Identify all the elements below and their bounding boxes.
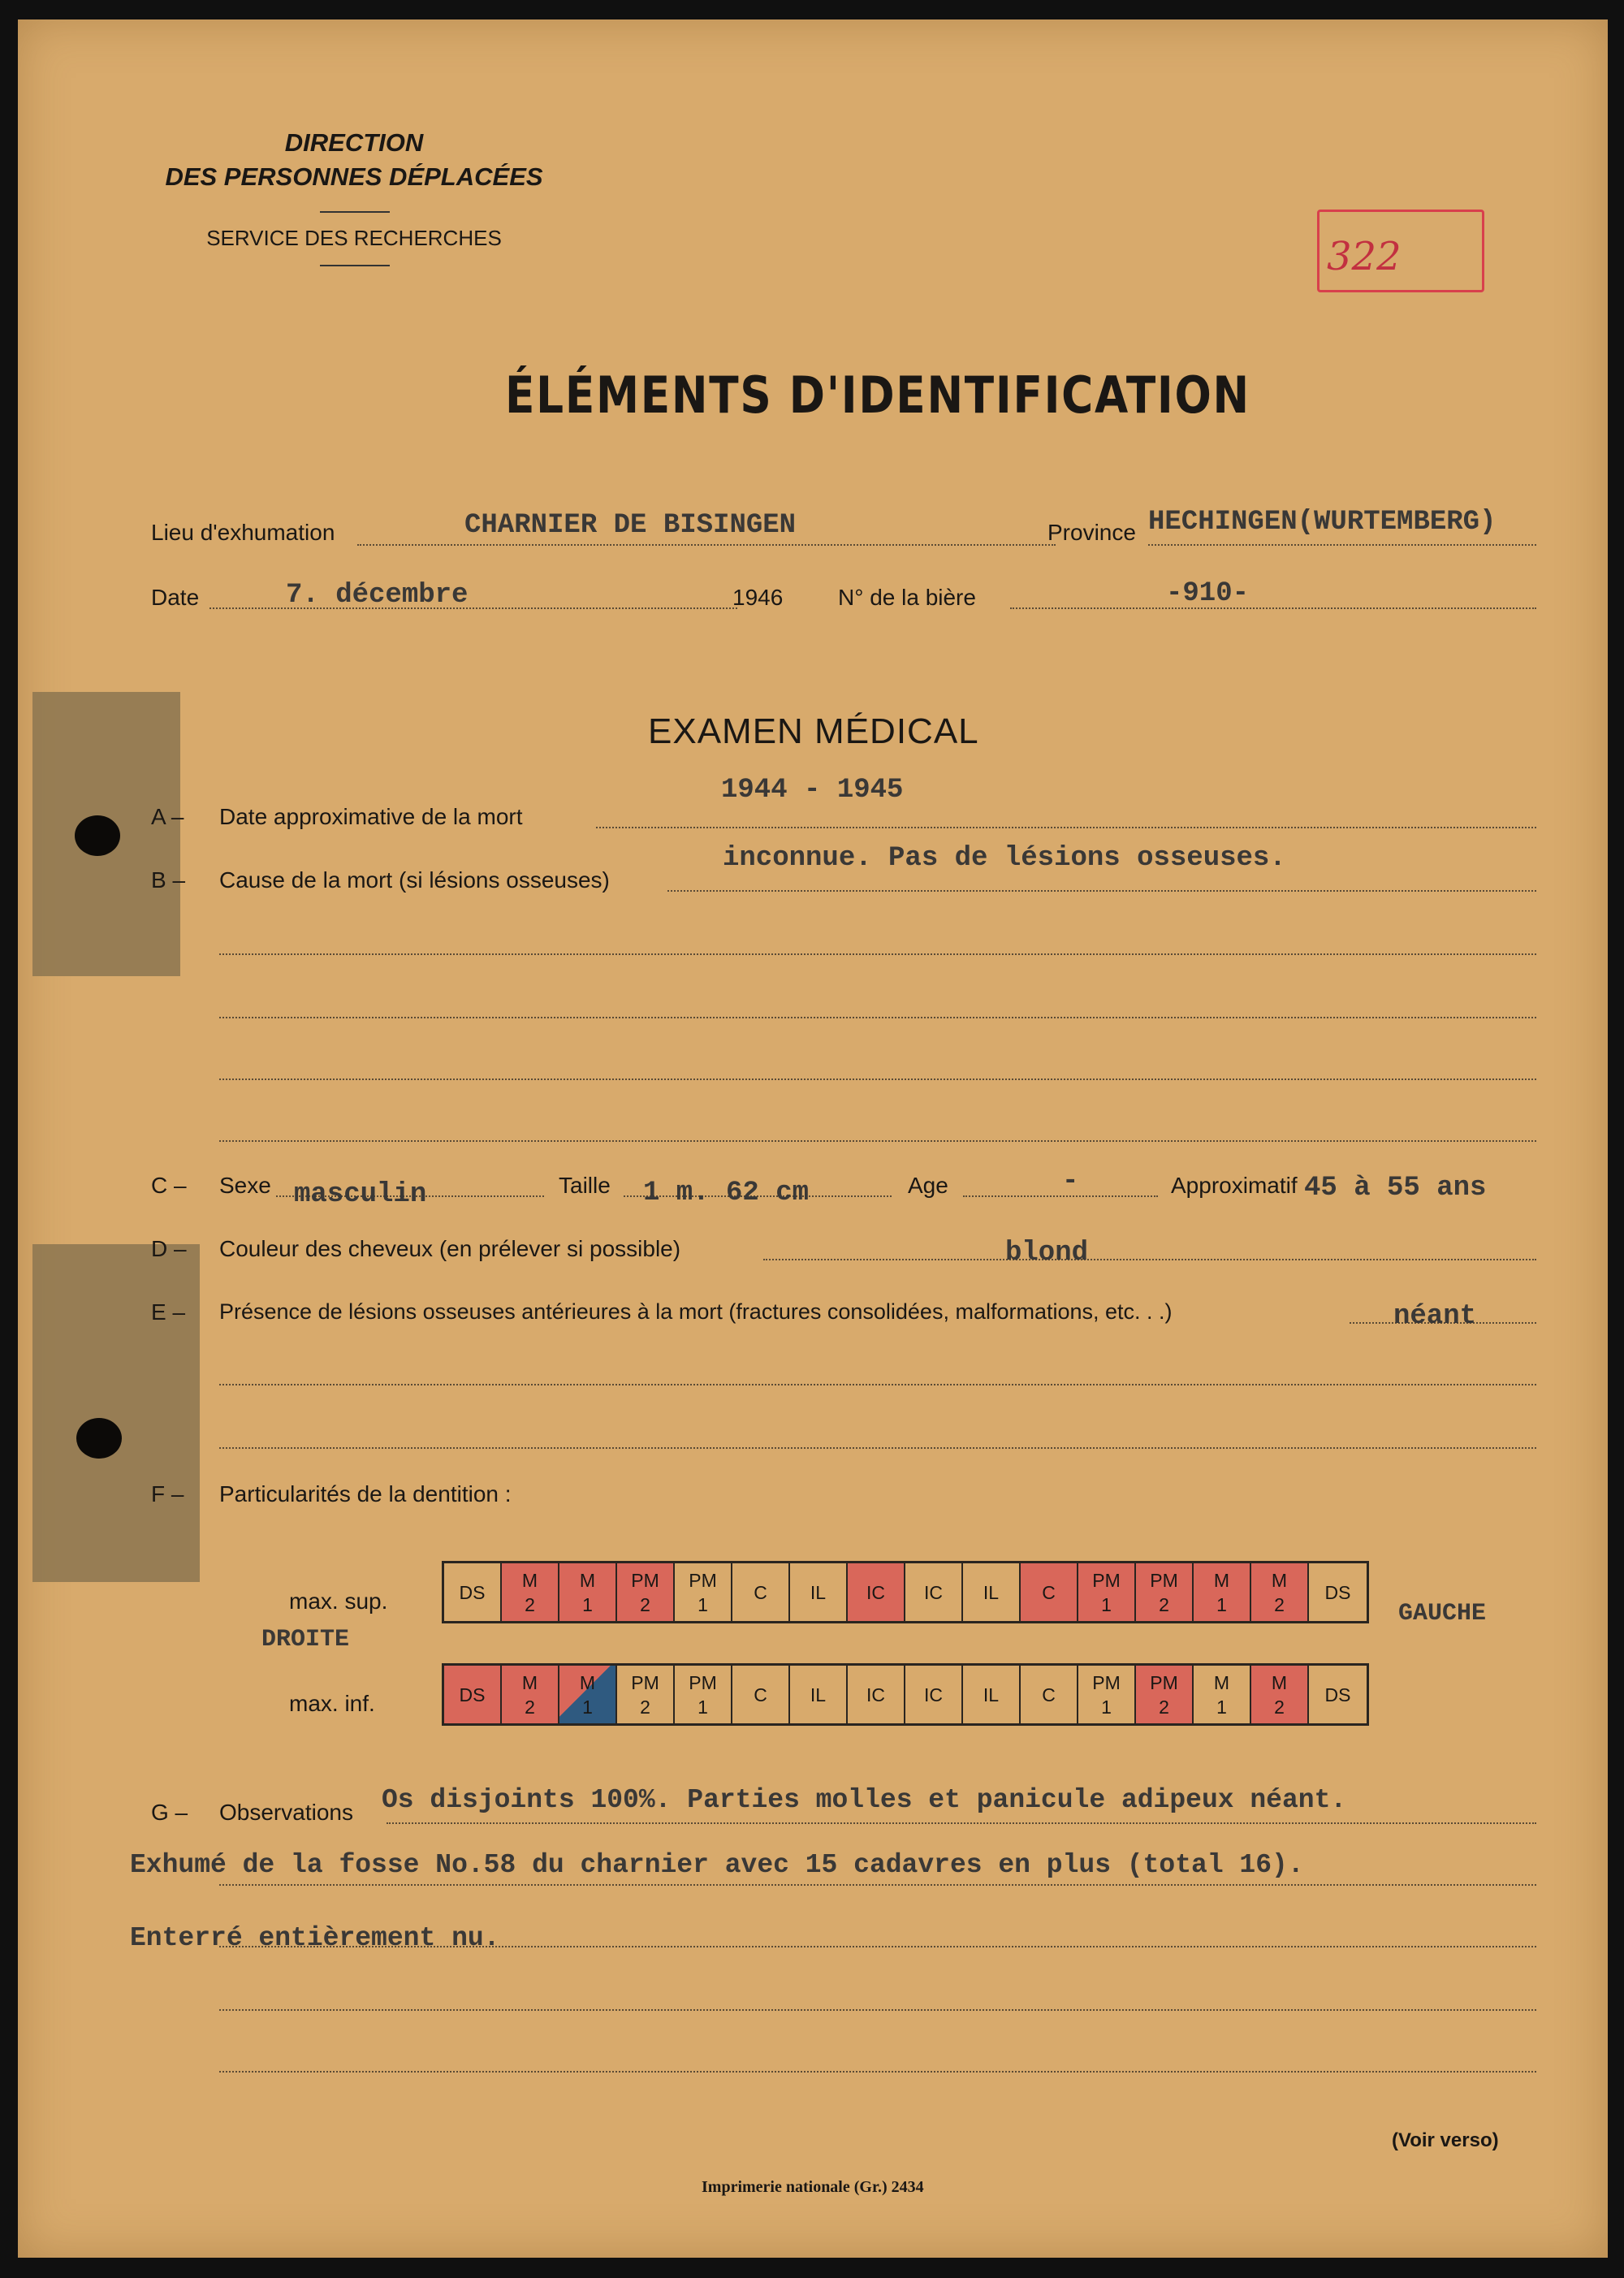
tooth-number: 2 xyxy=(640,1696,650,1718)
tooth-number: 2 xyxy=(1159,1696,1169,1718)
tooth-code: PM xyxy=(689,1569,717,1591)
b-value: inconnue. Pas de lésions osseuses. xyxy=(723,843,1286,874)
tooth-code: M xyxy=(1271,1569,1288,1591)
tooth-number: 1 xyxy=(1101,1696,1112,1718)
d-value: blond xyxy=(1005,1238,1089,1269)
tooth-number: 2 xyxy=(525,1696,535,1718)
d-line xyxy=(763,1259,1536,1260)
max-sup-label: max. sup. xyxy=(289,1589,388,1614)
tooth-cell xyxy=(732,1563,790,1621)
tooth-number: 2 xyxy=(1274,1593,1285,1615)
tooth-cell xyxy=(1021,1666,1078,1723)
d-label: Couleur des cheveux (en prélever si possible) xyxy=(219,1236,681,1261)
tooth-code: PM xyxy=(1092,1671,1121,1693)
age-label: Age xyxy=(908,1173,948,1198)
tooth-cell xyxy=(444,1563,502,1621)
f-label: Particularités de la dentition : xyxy=(219,1481,512,1506)
tooth-code: M xyxy=(1213,1569,1230,1591)
tooth-code: IL xyxy=(983,1684,1000,1705)
punch-hole xyxy=(76,1418,122,1459)
c-letter: C – xyxy=(151,1173,187,1198)
header-rule xyxy=(320,265,390,266)
blank-line xyxy=(219,1447,1536,1449)
upper-teeth-chart xyxy=(442,1561,1369,1623)
lieu-line xyxy=(357,544,1056,546)
tooth-code: C xyxy=(1042,1684,1056,1705)
sexe-label: Sexe xyxy=(219,1173,271,1198)
date-value: 7. décembre xyxy=(286,580,469,611)
province-line xyxy=(1148,544,1536,546)
tooth-number: 2 xyxy=(525,1593,535,1615)
binding-tape xyxy=(32,1244,200,1582)
tooth-cell xyxy=(675,1666,732,1723)
tooth-code: PM xyxy=(1150,1671,1178,1693)
tooth-cell xyxy=(1136,1563,1194,1621)
tooth-cell xyxy=(1078,1666,1136,1723)
obs-line xyxy=(387,1822,1536,1824)
tooth-code: PM xyxy=(1092,1569,1121,1591)
tooth-number: 2 xyxy=(1159,1593,1169,1615)
tooth-cell xyxy=(617,1666,675,1723)
tooth-code: IC xyxy=(866,1581,885,1603)
tooth-code: IL xyxy=(810,1581,827,1603)
obs-line xyxy=(219,1884,1536,1886)
header-direction: DIRECTION xyxy=(284,128,424,157)
tooth-number: 2 xyxy=(640,1593,650,1615)
tooth-cell xyxy=(1136,1666,1194,1723)
tooth-cell xyxy=(848,1666,905,1723)
tooth-number: 1 xyxy=(582,1696,593,1718)
province-label: Province xyxy=(1047,520,1136,545)
tooth-cell xyxy=(1309,1666,1367,1723)
age-value: - xyxy=(1062,1166,1079,1197)
tooth-number: 1 xyxy=(698,1593,708,1615)
header-service: SERVICE DES RECHERCHES xyxy=(206,226,502,250)
a-label: Date approximative de la mort xyxy=(219,804,523,829)
tooth-cell xyxy=(1194,1563,1251,1621)
tooth-number: 1 xyxy=(1216,1593,1227,1615)
droite-label: DROITE xyxy=(261,1626,350,1653)
tooth-number: 2 xyxy=(1274,1696,1285,1718)
year-value: 1946 xyxy=(732,585,784,610)
tooth-cell xyxy=(1251,1666,1309,1723)
tooth-code: IC xyxy=(924,1581,943,1603)
printer-note: Imprimerie nationale (Gr.) 2434 xyxy=(702,2178,924,2196)
tooth-number: 1 xyxy=(698,1696,708,1718)
e-label: Présence de lésions osseuses antérieures à la mort (fractures consolidées, malformations, etc. . .) xyxy=(219,1299,1173,1324)
taille-label: Taille xyxy=(559,1173,611,1198)
lieu-label: Lieu d'exhumation xyxy=(151,520,335,545)
d-letter: D – xyxy=(151,1236,187,1261)
tooth-cell xyxy=(1078,1563,1136,1621)
tooth-cell xyxy=(963,1563,1021,1621)
tooth-code: C xyxy=(1042,1581,1056,1603)
tooth-number: 1 xyxy=(1101,1593,1112,1615)
b-line xyxy=(667,890,1536,892)
tooth-code: DS xyxy=(459,1684,486,1705)
tooth-code: M xyxy=(521,1569,538,1591)
biere-label: N° de la bière xyxy=(838,585,976,610)
gauche-label: GAUCHE xyxy=(1398,1600,1487,1627)
g-letter: G – xyxy=(151,1800,188,1825)
tooth-cell xyxy=(502,1563,559,1621)
tooth-cell xyxy=(905,1563,963,1621)
a-letter: A – xyxy=(151,804,184,829)
tooth-cell xyxy=(1021,1563,1078,1621)
a-value: 1944 - 1945 xyxy=(721,775,904,806)
tooth-cell xyxy=(559,1563,617,1621)
tooth-code: IL xyxy=(810,1684,827,1705)
blank-line xyxy=(219,2009,1536,2011)
tooth-code: C xyxy=(754,1684,767,1705)
province-value: HECHINGEN(WURTEMBERG) xyxy=(1148,507,1497,538)
b-label: Cause de la mort (si lésions osseuses) xyxy=(219,867,610,893)
lieu-value: CHARNIER DE BISINGEN xyxy=(464,510,797,541)
tooth-cell xyxy=(1251,1563,1309,1621)
obs-line-3: Enterré entièrement nu. xyxy=(130,1923,500,1953)
tooth-cell xyxy=(617,1563,675,1621)
tooth-cell xyxy=(790,1563,848,1621)
punch-hole xyxy=(75,815,120,856)
g-label: Observations xyxy=(219,1800,353,1825)
biere-line xyxy=(1010,607,1536,609)
tooth-code: IC xyxy=(924,1684,943,1705)
tooth-code: M xyxy=(1271,1671,1288,1693)
tooth-code: IL xyxy=(983,1581,1000,1603)
blank-line xyxy=(219,1017,1536,1018)
blank-line xyxy=(219,2071,1536,2073)
tooth-code: M xyxy=(579,1671,596,1693)
exam-heading: EXAMEN MÉDICAL xyxy=(648,711,979,751)
page-title: ÉLÉMENTS D'IDENTIFICATION xyxy=(505,365,1250,425)
tooth-cell xyxy=(444,1666,502,1723)
voir-verso: (Voir verso) xyxy=(1392,2129,1499,2151)
tooth-code: C xyxy=(754,1581,767,1603)
tooth-number: 1 xyxy=(582,1593,593,1615)
max-inf-label: max. inf. xyxy=(289,1691,375,1716)
tooth-code: PM xyxy=(631,1569,659,1591)
tooth-number: 1 xyxy=(1216,1696,1227,1718)
tooth-cell xyxy=(1194,1666,1251,1723)
tooth-code: IC xyxy=(866,1684,885,1705)
tooth-cell xyxy=(848,1563,905,1621)
approx-label: Approximatif xyxy=(1171,1173,1298,1198)
a-line xyxy=(596,827,1536,828)
tooth-cell xyxy=(675,1563,732,1621)
blank-line xyxy=(219,953,1536,955)
taille-value: 1 m. 62 cm xyxy=(643,1178,810,1208)
biere-value: -910- xyxy=(1166,578,1250,609)
tooth-code: M xyxy=(521,1671,538,1693)
tooth-code: M xyxy=(579,1569,596,1591)
e-letter: E – xyxy=(151,1299,186,1325)
blank-line xyxy=(219,1140,1536,1142)
approx-value: 45 à 55 ans xyxy=(1304,1173,1487,1204)
blank-line xyxy=(219,1384,1536,1385)
tooth-cell xyxy=(732,1666,790,1723)
tooth-cell xyxy=(905,1666,963,1723)
tooth-code: DS xyxy=(1324,1684,1351,1705)
header-personnes: DES PERSONNES DÉPLACÉES xyxy=(165,162,543,191)
tooth-cell xyxy=(963,1666,1021,1723)
obs-line-1: Os disjoints 100%. Parties molles et panicule adipeux néant. xyxy=(382,1785,1347,1815)
obs-line-2: Exhumé de la fosse No.58 du charnier avec 15 cadavres en plus (total 16). xyxy=(130,1850,1304,1880)
tooth-code: DS xyxy=(1324,1581,1351,1603)
b-letter: B – xyxy=(151,867,186,893)
tooth-code: PM xyxy=(631,1671,659,1693)
tooth-code: M xyxy=(1213,1671,1230,1693)
e-value: néant xyxy=(1393,1301,1477,1332)
tooth-cell xyxy=(1309,1563,1367,1621)
f-letter: F – xyxy=(151,1481,184,1506)
age-line xyxy=(963,1195,1158,1197)
tooth-code: PM xyxy=(689,1671,717,1693)
tooth-code: PM xyxy=(1150,1569,1178,1591)
sexe-value: masculin xyxy=(294,1179,427,1210)
tooth-cell xyxy=(502,1666,559,1723)
blank-line xyxy=(219,1078,1536,1080)
tooth-cell xyxy=(790,1666,848,1723)
date-label: Date xyxy=(151,585,200,610)
stamp-number: 322 xyxy=(1327,234,1402,279)
header-rule xyxy=(320,211,390,213)
tooth-cell xyxy=(559,1666,617,1723)
tooth-code: DS xyxy=(459,1581,486,1603)
form-sheet xyxy=(18,19,1608,2258)
lower-teeth-chart xyxy=(442,1663,1369,1726)
